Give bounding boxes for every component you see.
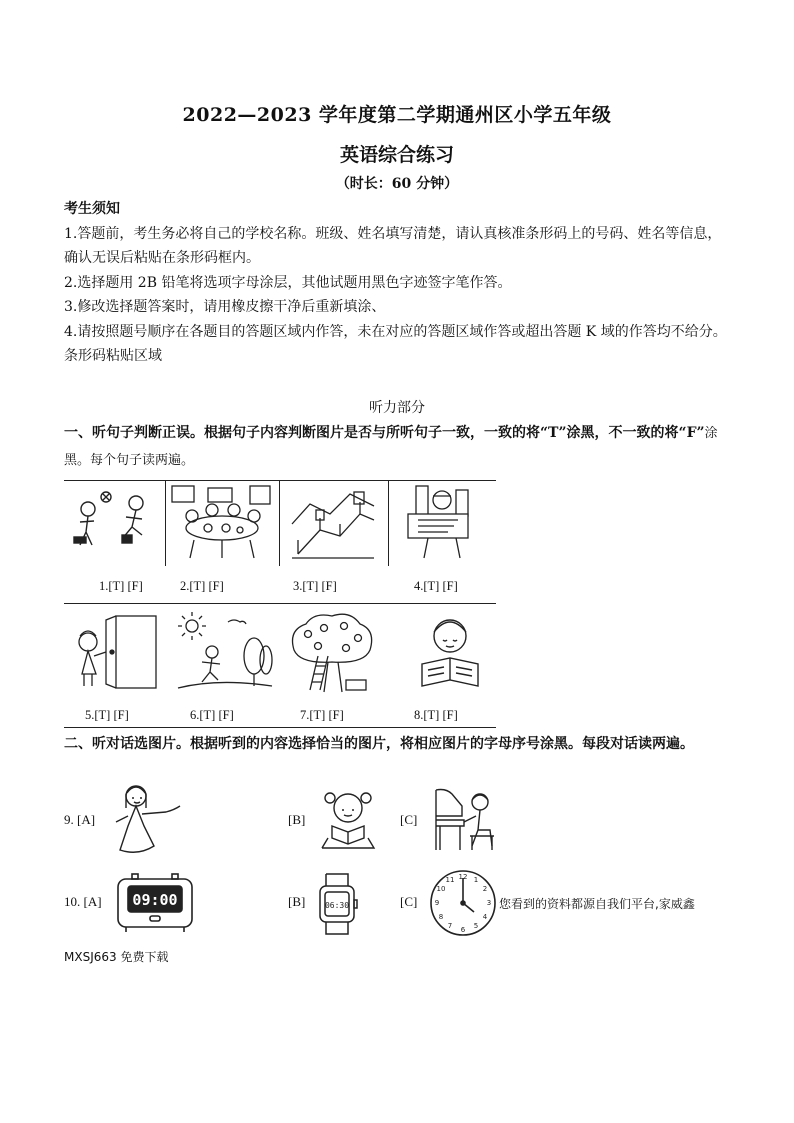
part2-heading: 二、听对话选图片。根据听到的内容选择恰当的图片，将相应图片的字母序号涂黑。每段对话读两遍。 <box>64 736 694 752</box>
footer-text: MXSJ663 免费下载 <box>64 950 169 964</box>
boy-running-park-icon <box>178 612 272 692</box>
svg-text:2: 2 <box>482 885 488 893</box>
grid-divider <box>64 603 496 604</box>
instruction-item: 2.选择题用 2B 铅笔将选项字母涂层，其他试题用黑色字迹签字笔作答。 <box>64 274 512 291</box>
svg-text:5: 5 <box>473 922 479 930</box>
item-caption: 2.[T] [F] <box>180 579 224 593</box>
instructions-heading: 考生须知 <box>64 201 120 217</box>
boys-playing-football-icon <box>70 487 158 559</box>
item-caption: 6.[T] [F] <box>190 708 234 722</box>
item-caption: 5.[T] [F] <box>85 708 129 722</box>
family-dinner-icon <box>168 484 276 562</box>
boy-reading-book-icon <box>412 612 488 692</box>
item-caption: 4.[T] [F] <box>414 579 458 593</box>
svg-text:7: 7 <box>447 922 453 930</box>
listening-section-title: 听力部分 <box>369 400 425 416</box>
exam-subtitle: 英语综合练习 <box>339 144 454 166</box>
svg-text:8: 8 <box>438 913 444 921</box>
svg-text:4: 4 <box>482 913 488 921</box>
grid-divider <box>279 480 280 566</box>
girl-reading-icon <box>318 786 378 852</box>
part1-heading <box>64 420 734 474</box>
svg-text:9: 9 <box>434 899 440 907</box>
barcode-area-label: 条形码粘贴区域 <box>64 348 162 364</box>
option-label: [B] <box>288 812 306 827</box>
option-label: [B] <box>288 894 306 909</box>
girl-at-door-icon <box>72 612 162 692</box>
digital-clock-display: 09:00 <box>132 891 178 909</box>
instruction-item: 1.答题前，考生务必将自己的学校名称。班级、姓名填写清楚，请认真核准条形码上的号码、姓名等信息，确认无误后粘贴在条形码框内。 <box>64 225 722 266</box>
item-caption: 7.[T] [F] <box>300 708 344 722</box>
part1-heading-tail: 涂黑。每个句子读两遍。 <box>64 426 718 468</box>
girl-dancing-icon <box>110 780 184 856</box>
exam-title: 2022—2023 学年度第二学期通州区小学五年级 <box>182 104 612 126</box>
instructions <box>64 197 734 369</box>
digital-clock-icon <box>114 872 196 934</box>
man-reading-map-icon <box>398 484 484 560</box>
side-note: 您看到的资料都源自我们平台,家威鑫 <box>499 897 695 911</box>
item-caption: 1.[T] [F] <box>99 579 143 593</box>
wall-clock-icon <box>428 868 498 938</box>
grid-divider <box>64 727 496 728</box>
great-wall-icon <box>290 484 376 560</box>
instruction-item: 3.修改选择题答案时，请用橡皮擦干净后重新填涂、 <box>64 299 386 315</box>
item-caption: 3.[T] [F] <box>293 579 337 593</box>
girl-playing-piano-icon <box>432 786 502 854</box>
apple-tree-ladder-icon <box>284 610 380 694</box>
option-label: [C] <box>400 894 418 909</box>
svg-text:1: 1 <box>473 876 479 884</box>
svg-text:10: 10 <box>436 885 446 893</box>
smart-watch-display: 06:30 <box>324 901 350 910</box>
svg-text:11: 11 <box>445 876 455 884</box>
svg-text:3: 3 <box>486 899 492 907</box>
question-10-number: 10. [A] <box>64 894 102 909</box>
grid-divider <box>388 480 389 566</box>
svg-text:6: 6 <box>460 926 466 934</box>
question-9-number: 9. [A] <box>64 812 96 827</box>
item-caption: 8.[T] [F] <box>414 708 458 722</box>
grid-divider <box>165 480 166 566</box>
part1-heading-main: 一、听句子判断正误。根据句子内容判断图片是否与所听句子一致，一致的将“T”涂黑，不一致的将“F” <box>64 425 705 441</box>
smart-watch-icon <box>316 872 358 936</box>
instruction-item: 4.请按照题号顺序在各题目的答题区域内作答，未在对应的答题区域作答或超出答题 K 域的作答均不给分。 <box>64 323 727 340</box>
svg-text:12: 12 <box>458 873 468 881</box>
option-label: [C] <box>400 812 418 827</box>
exam-duration: （时长：60 分钟） <box>335 176 459 192</box>
